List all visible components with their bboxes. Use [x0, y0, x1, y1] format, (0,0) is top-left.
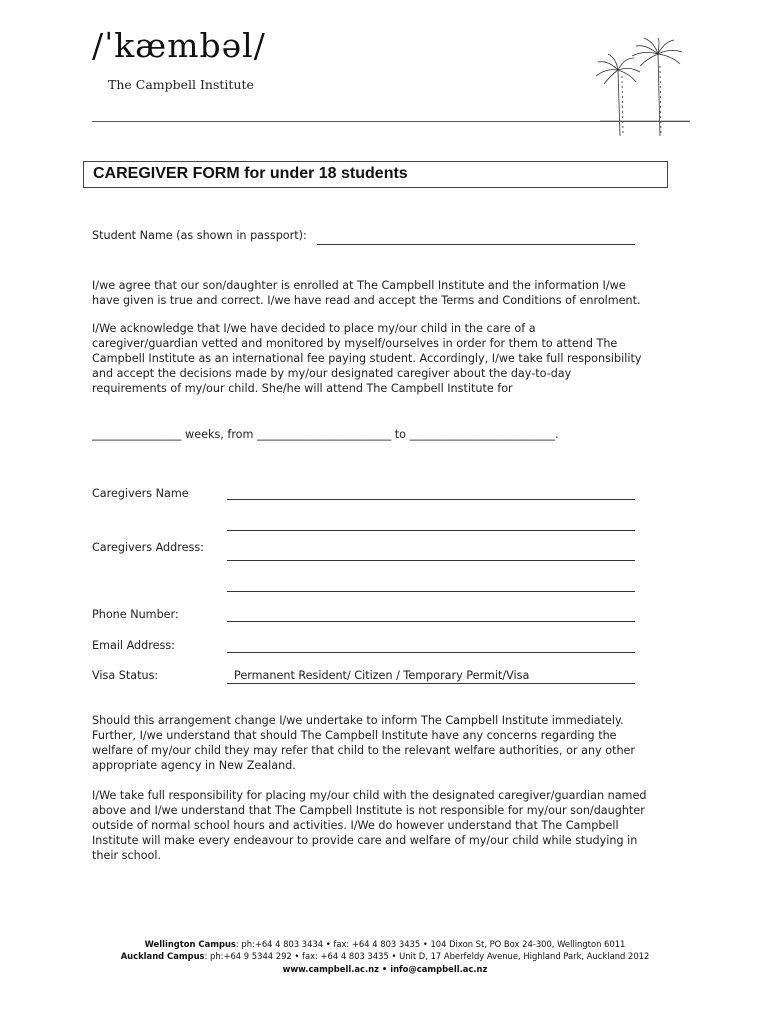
paragraph-acknowledgement: I/We acknowledge that I/we have decided to place my/our child in the care of a caregiver/guardian vetted and monitored by myself/ourselves in order for them to attend The Campbell Institute as an international fee paying student. Accordingly, I/we take full responsibility and accept the decisions made by my/our designated caregiver about the day-to-day requirements of my/our child. She/he will attend The Campbell Institute for [92, 322, 642, 395]
palm-trees-logo-icon [590, 36, 700, 146]
caregivers-name-field[interactable] [227, 499, 635, 500]
caregivers-address-field-3[interactable] [227, 591, 635, 592]
student-name-label: Student Name (as shown in passport): [92, 229, 307, 242]
email-address-field[interactable] [227, 652, 635, 653]
logo-name: The Campbell Institute [108, 77, 254, 92]
footer-auckland: Auckland Campus: ph:+64 9 5344 292 • fax: +64 4 803 3435 • Unit D, 17 Aberfeldy Avenue, Highland Park, Auckland 2012 [120, 951, 650, 961]
email-address-label: Email Address: [92, 639, 175, 652]
logo-phonetic: /ˈkæmbəl/ [92, 26, 266, 65]
visa-status-field[interactable] [227, 683, 635, 684]
student-name-field[interactable] [317, 244, 635, 245]
footer-wellington: Wellington Campus: ph:+64 4 803 3434 • fax: +64 4 803 3435 • 104 Dixon St, PO Box 24-300, Wellington 6011 [144, 939, 626, 949]
phone-number-label: Phone Number: [92, 608, 179, 621]
paragraph-agreement: I/we agree that our son/daughter is enrolled at The Campbell Institute and the information I/we have given is true and correct. I/we have read and accept the Terms and Conditions of enrolment. [92, 279, 641, 307]
header-divider [92, 121, 690, 122]
paragraph-arrangement-change: Should this arrangement change I/we undertake to inform The Campbell Institute immediately. Further, I/we understand that should The Campbell Institute have any concerns regarding the welfare of my/our child they may refer that child to the relevant welfare authorities, or any other appropriate agency in New Zealand. [92, 714, 636, 772]
caregivers-address-field-2[interactable] [227, 560, 635, 561]
phone-number-field[interactable] [227, 621, 635, 622]
caregivers-address-label: Caregivers Address: [92, 541, 204, 554]
visa-status-options[interactable]: Permanent Resident/ Citizen / Temporary Permit/Visa [234, 669, 530, 682]
weeks-date-fields[interactable]: ________________ weeks, from ________________________ to __________________________. [92, 428, 559, 441]
caregivers-name-label: Caregivers Name [92, 487, 189, 500]
footer-web-email[interactable]: www.campbell.ac.nz • info@campbell.ac.nz [282, 964, 488, 974]
paragraph-responsibility: I/We take full responsibility for placing my/our child with the designated caregiver/guardian named above and I/we understand that The Campbell Institute is not responsible for my/our son/daughter outside of normal school hours and activities. I/We do however understand that The Campbell Institute will make every endeavour to provide care and welfare of my/our child while studying in their school. [92, 789, 647, 862]
caregivers-address-field-1[interactable] [227, 530, 635, 531]
form-title: CAREGIVER FORM for under 18 students [93, 165, 408, 182]
visa-status-label: Visa Status: [92, 669, 159, 682]
